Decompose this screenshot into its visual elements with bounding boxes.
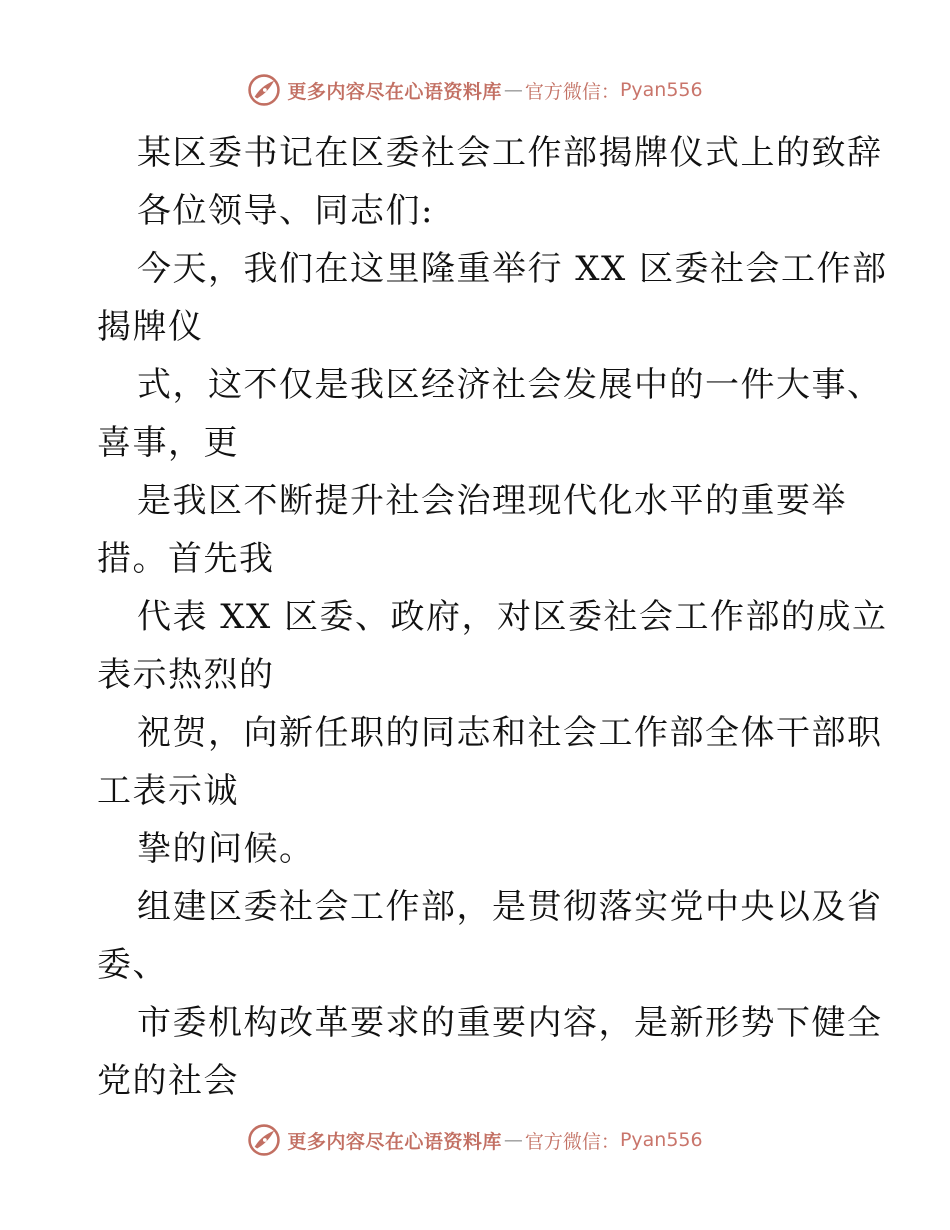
text-line: 表示热烈的	[97, 655, 275, 695]
banner-wechat-id: Pyan556	[619, 79, 703, 101]
text-line: 组建区委社会工作部，是贯彻落实党中央以及省	[137, 887, 883, 927]
header-watermark-banner	[0, 70, 950, 110]
text-line: 委、	[97, 945, 168, 985]
footer-watermark-banner	[0, 1120, 950, 1160]
text-line: 祝贺，向新任职的同志和社会工作部全体干部职	[137, 713, 883, 753]
banner-wechat-label: 官方微信：	[524, 80, 620, 103]
text-line: 工表示诚	[97, 771, 239, 811]
banner-separator: —	[503, 79, 523, 101]
salutation: 各位领导、同志们:	[137, 191, 434, 231]
banner-main-text: 更多内容尽在心语资料库	[287, 80, 502, 103]
text-line: 式，这不仅是我区经济社会发展中的一件大事、	[137, 365, 883, 405]
text-line: 今天，我们在这里隆重举行 XX 区委社会工作部	[137, 249, 888, 289]
banner-main-text: 更多内容尽在心语资料库	[287, 1130, 502, 1153]
banner-separator: —	[503, 1129, 523, 1151]
text-line: 是我区不断提升社会治理现代化水平的重要举	[137, 481, 847, 521]
text-line: 党的社会	[97, 1061, 239, 1101]
text-line: 措。首先我	[97, 539, 275, 579]
pen-nib-logo-icon	[247, 73, 281, 107]
pen-nib-logo-icon	[247, 1123, 281, 1157]
text-line: 揭牌仪	[97, 307, 204, 347]
document-body	[97, 124, 888, 1110]
document-title: 某区委书记在区委社会工作部揭牌仪式上的致辞	[137, 133, 883, 173]
banner-wechat-label: 官方微信：	[524, 1130, 620, 1153]
text-line: 代表 XX 区委、政府，对区委社会工作部的成立	[137, 597, 888, 637]
text-line: 市委机构改革要求的重要内容，是新形势下健全	[137, 1003, 883, 1043]
banner-wechat-id: Pyan556	[619, 1129, 703, 1151]
text-line: 挚的问候。	[137, 829, 315, 869]
text-line: 喜事，更	[97, 423, 239, 463]
